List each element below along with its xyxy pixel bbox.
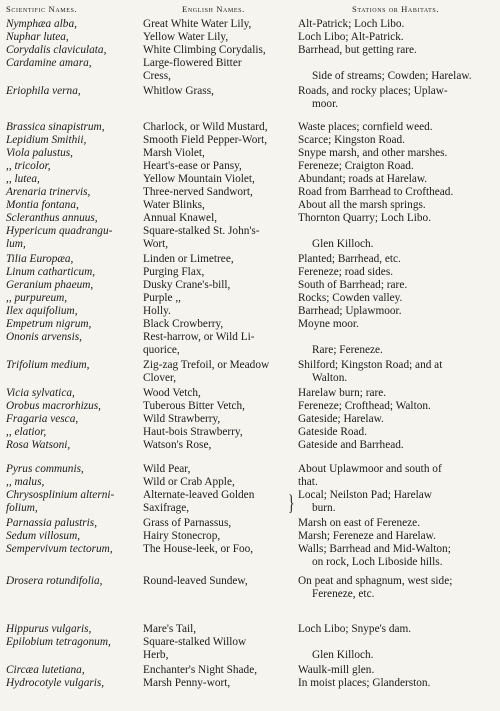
scientific-name-line: Rosa Watsoni, (6, 439, 71, 451)
english-name (143, 359, 293, 384)
station-line: About Uplawmoor and south of (298, 463, 442, 475)
station (298, 212, 494, 225)
station-line (298, 225, 494, 238)
english-name (143, 530, 293, 543)
station-line: Waste places; cornfield weed. (298, 121, 433, 133)
station (298, 57, 494, 82)
station-line: Waulk-mill glen. (298, 664, 375, 676)
english-name (143, 18, 293, 31)
scientific-name-line: Linum catharticum, (6, 266, 96, 278)
english-name-line: Alternate-leaved Golden (143, 489, 255, 501)
scientific-name (6, 623, 136, 636)
scientific-name (6, 212, 136, 225)
english-name-line: Enchanter's Night Shade, (143, 664, 258, 676)
scientific-name-line: Sempervivum tectorum, (6, 543, 113, 555)
english-name-line: Zig-zag Trefoil, or Meadow (143, 359, 270, 371)
station-line: Glen Killoch. (312, 237, 374, 250)
scientific-name-line: Eriophila verna, (6, 85, 81, 97)
scientific-name (6, 44, 136, 57)
station (298, 677, 494, 690)
station (298, 253, 494, 266)
scientific-name-line: Empetrum nigrum, (6, 318, 92, 330)
scientific-name (6, 426, 136, 439)
english-name (143, 305, 293, 318)
english-name (143, 134, 293, 147)
scientific-name (6, 413, 136, 426)
scientific-name (6, 266, 136, 279)
station-line: burn. (312, 501, 336, 514)
english-name (143, 636, 293, 661)
station (298, 636, 494, 661)
english-name-line: quorice, (143, 343, 180, 356)
english-name-line: Square-stalked Willow (143, 636, 247, 648)
station-line: Gateside; Harelaw. (298, 413, 384, 425)
english-name-line: Yellow Mountain Violet, (143, 173, 255, 185)
scientific-name (6, 121, 136, 134)
station-line: Glen Killoch. (312, 648, 374, 661)
english-name (143, 387, 293, 400)
english-name-line: Cress, (143, 69, 171, 82)
scientific-name-line: Epilobium tetragonum, (6, 636, 111, 648)
scientific-name-line: Cardamine amara, (6, 57, 92, 69)
english-name-line: Charlock, or Wild Mustard, (143, 121, 268, 133)
english-name-line: Whitlow Grass, (143, 85, 214, 97)
english-name (143, 413, 293, 426)
scientific-name (6, 318, 136, 331)
scientific-name-line: folium, (6, 501, 38, 514)
station (298, 517, 494, 530)
scientific-name-line: Parnassia palustris, (6, 517, 98, 529)
station (298, 292, 494, 305)
english-name-line: Purple ,, (143, 292, 181, 304)
station-line: On peat and sphagnum, west side; (298, 575, 453, 587)
english-name (143, 318, 293, 331)
english-name (143, 623, 293, 636)
english-name-line: Heart's-ease or Pansy, (143, 160, 242, 172)
station-line: Rare; Fereneze. (312, 343, 383, 356)
station-line: Gateside and Barrhead. (298, 439, 404, 451)
english-name (143, 292, 293, 305)
english-name-line: Herb, (143, 648, 169, 661)
scientific-name (6, 575, 136, 588)
english-name-line: Black Crowberry, (143, 318, 224, 330)
scientific-name (6, 85, 136, 98)
scientific-name-line: Chrysosplinium alterni- (6, 489, 115, 501)
english-name (143, 160, 293, 173)
scientific-name-line: Tilia Europæa, (6, 253, 74, 265)
station (298, 186, 494, 199)
english-name-line: Large-flowered Bitter (143, 57, 242, 69)
station (298, 147, 494, 160)
station (298, 530, 494, 543)
english-name (143, 400, 293, 413)
scientific-name-line: Geranium phaeum, (6, 279, 94, 291)
scientific-name-line: Nymphæa alba, (6, 18, 77, 30)
scientific-name-line: Trifolium medium, (6, 359, 90, 371)
station (298, 489, 494, 514)
english-name-line: Clover, (143, 371, 177, 384)
scientific-name-line: Viola palustus, (6, 147, 73, 159)
scientific-name (6, 18, 136, 31)
brace-mark: } (288, 490, 295, 515)
scientific-name-line: Hippurus vulgaris, (6, 623, 92, 635)
scientific-name-line: ,, lutea, (6, 173, 40, 185)
scientific-name-line: Orobus macrorhizus, (6, 400, 101, 412)
english-name-line: Tuberous Bitter Vetch, (143, 400, 245, 412)
station (298, 318, 494, 331)
scientific-name-line: lum, (6, 237, 26, 250)
scientific-name-line: Drosera rotundifolia, (6, 575, 103, 587)
english-name (143, 173, 293, 186)
scientific-name (6, 677, 136, 690)
scientific-name-line: Hydrocotyle vulgaris, (6, 677, 105, 689)
scientific-name (6, 331, 136, 344)
station (298, 44, 494, 57)
scientific-name-line: Hypericum quadrangu- (6, 225, 113, 237)
station (298, 279, 494, 292)
station (298, 623, 494, 636)
english-name-line: The House-leek, or Foo, (143, 543, 254, 555)
english-name-line: Great White Water Lily, (143, 18, 252, 30)
station (298, 476, 494, 489)
scientific-name (6, 31, 136, 44)
scientific-name (6, 400, 136, 413)
scientific-name (6, 664, 136, 677)
station (298, 575, 494, 600)
scientific-name-line: Scleranthus annuus, (6, 212, 98, 224)
station (298, 331, 494, 356)
station (298, 85, 494, 110)
english-name-line: Grass of Parnassus, (143, 517, 232, 529)
english-name-line: Holly. (143, 305, 171, 317)
station-line (298, 636, 494, 649)
station (298, 225, 494, 250)
station (298, 199, 494, 212)
english-name-line: Yellow Water Lily, (143, 31, 229, 43)
english-name (143, 225, 293, 250)
scientific-name-line: Vicia sylvatica, (6, 387, 75, 399)
station-line: Abundant; roads at Harelaw. (298, 173, 428, 185)
station-line: Shilford; Kingston Road; and at (298, 359, 443, 371)
english-name (143, 147, 293, 160)
scientific-name-line: Ononis arvensis, (6, 331, 82, 343)
english-name-line: Wood Vetch, (143, 387, 201, 399)
station-line: About all the marsh springs. (298, 199, 426, 211)
english-name (143, 517, 293, 530)
english-name (143, 31, 293, 44)
station-line: Marsh; Fereneze and Harelaw. (298, 530, 436, 542)
english-name-line: Hairy Stonecrop, (143, 530, 221, 542)
scientific-name-line: ,, tricolor, (6, 160, 51, 172)
english-name-line: Annual Knawel, (143, 212, 218, 224)
english-name (143, 476, 293, 489)
english-name-line: Marsh Penny-wort, (143, 677, 231, 689)
station (298, 543, 494, 568)
station-line: Planted; Barrhead, etc. (298, 253, 401, 265)
english-name-line: Purging Flax, (143, 266, 205, 278)
scientific-name-line: ,, purpureum, (6, 292, 68, 304)
station-line: Moyne moor. (298, 318, 359, 330)
english-name-line: White Climbing Corydalis, (143, 44, 266, 56)
scientific-name-line: Arenaria trinervis, (6, 186, 91, 198)
station-line: Harelaw burn; rare. (298, 387, 387, 399)
scientific-name (6, 160, 136, 173)
station-line: In moist places; Glanderston. (298, 677, 431, 689)
english-name (143, 253, 293, 266)
scientific-name (6, 173, 136, 186)
station (298, 463, 494, 476)
english-name-line: Haut-bois Strawberry, (143, 426, 243, 438)
scientific-name-line: Sedum villosum, (6, 530, 81, 542)
station-line: Barrhead; Uplawmoor. (298, 305, 402, 317)
scientific-name (6, 359, 136, 372)
english-name (143, 186, 293, 199)
station-line: South of Barrhead; rare. (298, 279, 408, 291)
station-line: Local; Neilston Pad; Harelaw (298, 489, 432, 501)
scientific-name-line: Brassica sinapistrum, (6, 121, 105, 133)
station-line: Roads, and rocky places; Uplaw- (298, 85, 448, 97)
scientific-name (6, 530, 136, 543)
station (298, 387, 494, 400)
station-line: Fereneze; road sides. (298, 266, 394, 278)
station (298, 134, 494, 147)
station-line: Barrhead, but getting rare. (298, 44, 417, 56)
scientific-name (6, 387, 136, 400)
station (298, 173, 494, 186)
scientific-name (6, 186, 136, 199)
station-line (298, 331, 494, 344)
scientific-name-line: ,, elatior, (6, 426, 47, 438)
station-line: Alt-Patrick; Loch Libo. (298, 18, 405, 30)
station-line: Gateside Road. (298, 426, 368, 438)
scientific-name (6, 225, 136, 250)
station (298, 400, 494, 413)
scientific-name (6, 199, 136, 212)
scientific-name (6, 636, 136, 649)
english-name-line: Square-stalked St. John's- (143, 225, 260, 237)
english-name (143, 426, 293, 439)
station-line: Fereneze; Crofthead; Walton. (298, 400, 431, 412)
english-name-line: Wild or Crab Apple, (143, 476, 235, 488)
station-line: Walls; Barrhead and Mid-Walton; (298, 543, 451, 555)
english-name-line: Wild Pear, (143, 463, 191, 475)
scientific-name (6, 517, 136, 530)
station (298, 664, 494, 677)
station-line: Marsh on east of Fereneze. (298, 517, 421, 529)
station-line: moor. (312, 97, 339, 110)
header-scientific-names: Scientific Names. (6, 4, 78, 14)
station (298, 359, 494, 384)
english-name-line: Mare's Tail, (143, 623, 197, 635)
scientific-name (6, 147, 136, 160)
scientific-name (6, 279, 136, 292)
english-name (143, 279, 293, 292)
english-name-line: Water Blinks, (143, 199, 205, 211)
station-line: Fereneze; Craigton Road. (298, 160, 414, 172)
station-line: Road from Barrhead to Crofthead. (298, 186, 454, 198)
scientific-name (6, 292, 136, 305)
station-line: Loch Libo; Alt-Patrick. (298, 31, 404, 43)
scientific-name-line: Nuphar lutea, (6, 31, 69, 43)
station-line: Walton. (312, 371, 348, 384)
english-name-line: Watson's Rose, (143, 439, 212, 451)
scientific-name-line: Montia fontana, (6, 199, 79, 211)
station-line: Snype marsh, and other marshes. (298, 147, 448, 159)
english-name (143, 44, 293, 57)
english-name (143, 463, 293, 476)
english-name (143, 677, 293, 690)
scientific-name (6, 439, 136, 452)
station (298, 426, 494, 439)
station-line: Thornton Quarry; Loch Libo. (298, 212, 432, 224)
english-name (143, 266, 293, 279)
station (298, 121, 494, 134)
header-stations: Stations or Habitats. (352, 4, 440, 14)
station-line: Loch Libo; Snype's dam. (298, 623, 412, 635)
english-name-line: Round-leaved Sundew, (143, 575, 248, 587)
station (298, 31, 494, 44)
station (298, 160, 494, 173)
scientific-name-line: ,, malus, (6, 476, 45, 488)
scientific-name-line: Corydalis claviculata, (6, 44, 107, 56)
scientific-name (6, 57, 136, 70)
english-name (143, 199, 293, 212)
english-name (143, 331, 293, 356)
english-name (143, 121, 293, 134)
english-name-line: Dusky Crane's-bill, (143, 279, 231, 291)
english-name-line: Rest-harrow, or Wild Li- (143, 331, 255, 343)
station (298, 439, 494, 452)
scientific-name-line: Pyrus communis, (6, 463, 84, 475)
english-name (143, 543, 293, 556)
header-english-names: English Names. (182, 4, 245, 14)
scientific-name (6, 305, 136, 318)
english-name-line: Marsh Violet, (143, 147, 205, 159)
station (298, 266, 494, 279)
station-line: Scarce; Kingston Road. (298, 134, 405, 146)
english-name-line: Wort, (143, 237, 169, 250)
station-line: Fereneze, etc. (312, 587, 375, 600)
english-name (143, 575, 293, 588)
english-name (143, 57, 293, 82)
english-name (143, 439, 293, 452)
scientific-name (6, 134, 136, 147)
english-name-line: Three-nerved Sandwort, (143, 186, 253, 198)
english-name-line: Smooth Field Pepper-Wort, (143, 134, 268, 146)
station (298, 18, 494, 31)
scientific-name-line: Ilex aquifolium, (6, 305, 78, 317)
station-line: Rocks; Cowden valley. (298, 292, 403, 304)
scientific-name (6, 543, 136, 556)
scientific-name (6, 489, 136, 514)
scientific-name-line: Lepidium Smithii, (6, 134, 87, 146)
scientific-name (6, 463, 136, 476)
scientific-name (6, 476, 136, 489)
english-name-line: Saxifrage, (143, 501, 190, 514)
station (298, 413, 494, 426)
scientific-name (6, 253, 136, 266)
scientific-name-line: Circæa lutetiana, (6, 664, 85, 676)
station-line (298, 57, 494, 70)
english-name (143, 212, 293, 225)
english-name-line: Wild Strawberry, (143, 413, 221, 425)
english-name (143, 489, 293, 514)
station-line: that. (298, 476, 318, 488)
english-name (143, 664, 293, 677)
station-line: Side of streams; Cowden; Harelaw. (312, 69, 472, 82)
english-name (143, 85, 293, 98)
station-line: on rock, Loch Liboside hills. (312, 555, 443, 568)
scientific-name-line: Fragaria vesca, (6, 413, 79, 425)
station (298, 305, 494, 318)
english-name-line: Linden or Limetree, (143, 253, 234, 265)
